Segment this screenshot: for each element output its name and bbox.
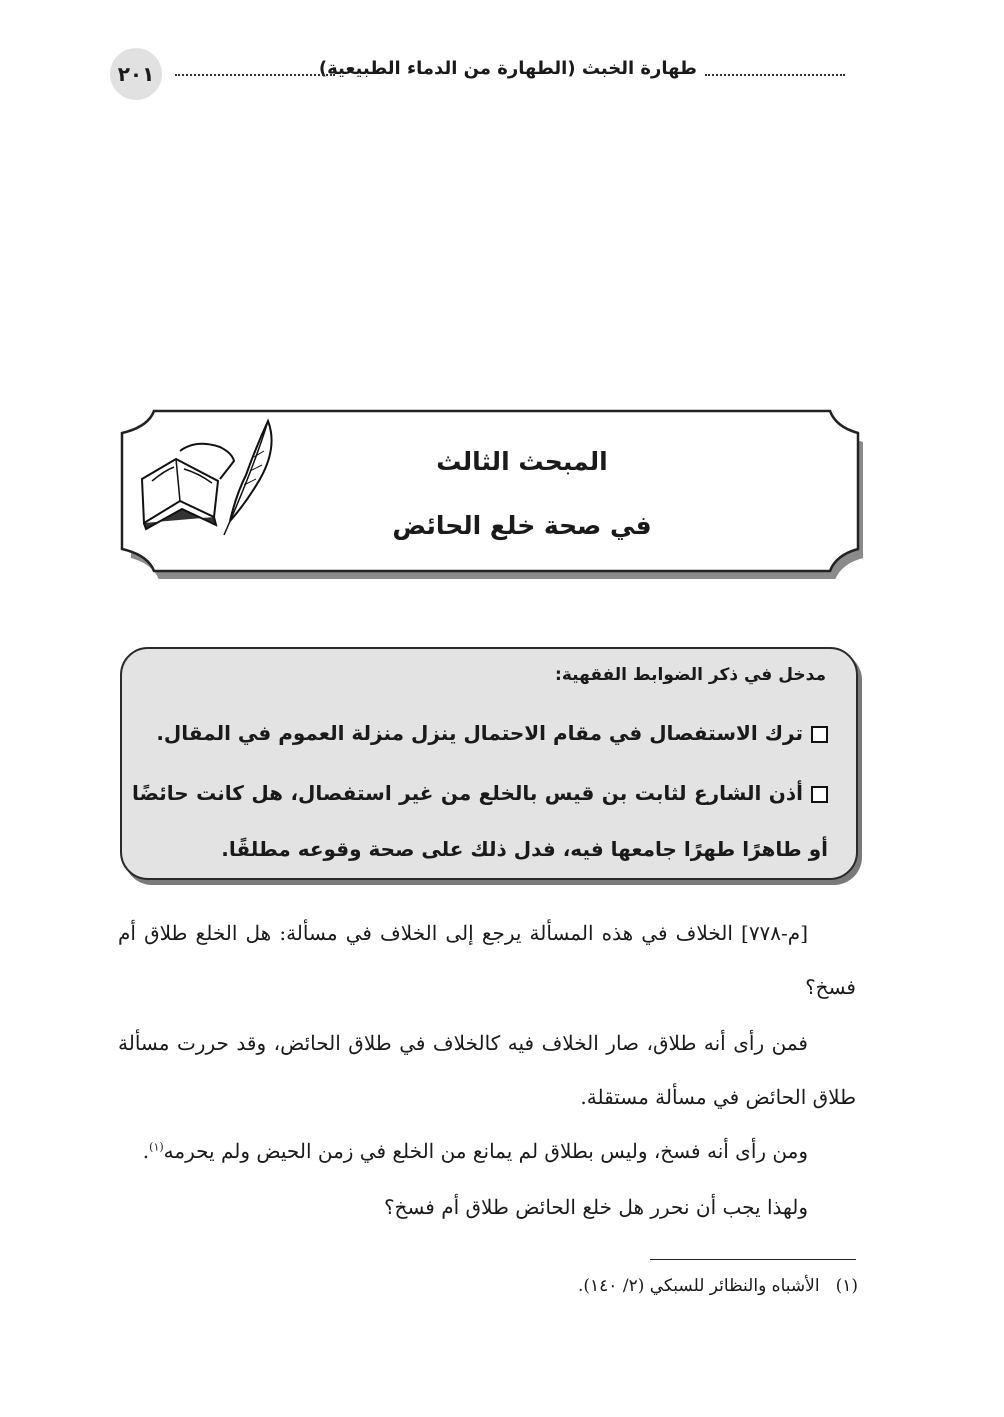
footnote-text: الأشباه والنظائر للسبكي (٢/ ١٤٠). [577,1276,820,1296]
header-title: طهارة الخبث (الطهارة من الدماء الطبيعية) [318,58,697,79]
rule-item [132,705,828,761]
checkbox-bullet-icon [811,786,828,803]
book-and-quill-icon [136,417,276,537]
rules-heading: مدخل في ذكر الضوابط الفقهية: [555,665,826,685]
rule-item [132,765,828,877]
chapter-subtitle: في صحة خلع الحائض [392,511,652,540]
header-dots-right [705,74,845,76]
chapter-heading-frame [118,407,866,579]
footnote-reference[interactable]: (١) [149,1140,164,1154]
checkbox-bullet-icon [811,726,828,743]
header-dots-left [175,74,335,76]
page-number: ٢٠١ [110,48,162,100]
running-header [110,48,845,98]
footnote-separator [650,1259,856,1260]
body-paragraph: [م-٧٧٨] الخلاف في هذه المسألة يرجع إلى الخلاف في مسألة: هل الخلع طلاق أم فسخ؟ [118,921,856,999]
chapter-title: المبحث الثالث [436,447,608,476]
footnote-number: (١) [835,1276,858,1296]
rule-text: أذن الشارع لثابت بن قيس بالخلع من غير استفصال، هل كانت حائضًا أو طاهرًا طهرًا جامعها فيه، فدل ذلك على صحة وقوعه مطلقًا. [132,781,828,861]
rule-text: ترك الاستفصال في مقام الاحتمال ينزل منزلة العموم في المقال. [156,721,803,745]
paragraph-text: ومن رأى أنه فسخ، وليس بطلاق لم يمانع من الخلع في زمن الحيض ولم يحرمه [163,1139,808,1163]
footnote [578,1276,858,1296]
body-paragraph: فمن رأى أنه طلاق، صار الخلاف فيه كالخلاف في طلاق الحائض، وقد حررت مسألة طلاق الحائض في مسألة مستقلة. [118,1031,856,1109]
body-paragraph [118,1124,856,1178]
fiqh-rules-box [120,647,858,880]
paragraph-end: . [142,1139,150,1163]
body-paragraph: ولهذا يجب أن نحرر هل خلع الحائض طلاق أم فسخ؟ [383,1195,808,1219]
